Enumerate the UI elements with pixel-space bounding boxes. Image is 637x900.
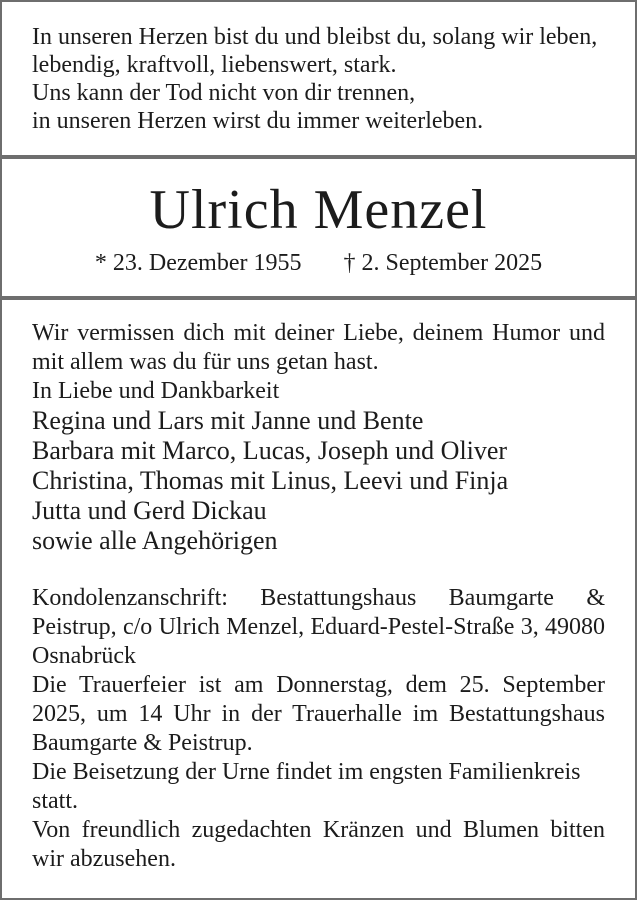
verse-line: in unseren Herzen wirst du immer weiterleben.	[32, 108, 484, 134]
salutation: In Liebe und Dankbarkeit	[32, 378, 280, 404]
mourner-line: sowie alle Angehörigen	[32, 526, 278, 555]
deceased-name: Ulrich Menzel	[149, 179, 488, 241]
funeral-info: Die Trauerfeier ist am Donnerstag, dem 25. September 2025, um 14 Uhr in der Trauerhalle im Bestattungshaus Baumgarte & Peistrup.	[32, 672, 605, 756]
flowers-note: Von freundlich zugedachten Kränzen und Blumen bitten wir abzusehen.	[32, 817, 605, 872]
body-box	[0, 298, 637, 900]
condolence-address: Kondolenzanschrift: Bestattungshaus Baumgarte & Peistrup, c/o Ulrich Menzel, Eduard-Pestel-Straße 3, 49080 Osnabrück	[32, 585, 605, 669]
birth-date: * 23. Dezember 1955	[94, 250, 302, 276]
verse-line: lebendig, kraftvoll, liebenswert, stark.	[32, 52, 397, 78]
verse-box	[0, 0, 637, 157]
header-box	[0, 157, 637, 298]
verse-line: Uns kann der Tod nicht von dir trennen,	[32, 80, 416, 106]
mourner-line: Regina und Lars mit Janne und Bente	[32, 406, 424, 435]
death-date: † 2. September 2025	[343, 250, 543, 276]
mourner-line: Barbara mit Marco, Lucas, Joseph und Oliver	[32, 436, 508, 465]
intro-paragraph: Wir vermissen dich mit deiner Liebe, deinem Humor und mit allem was du für uns getan hast.	[32, 320, 605, 375]
mourner-line: Jutta und Gerd Dickau	[32, 496, 267, 525]
mourner-line: Christina, Thomas mit Linus, Leevi und Finja	[32, 466, 509, 495]
burial-info: Die Beisetzung der Urne findet im engsten Familienkreis statt.	[32, 759, 581, 814]
verse-line: In unseren Herzen bist du und bleibst du, solang wir leben,	[32, 24, 598, 50]
mourners-list	[32, 406, 605, 556]
life-dates	[95, 249, 542, 277]
